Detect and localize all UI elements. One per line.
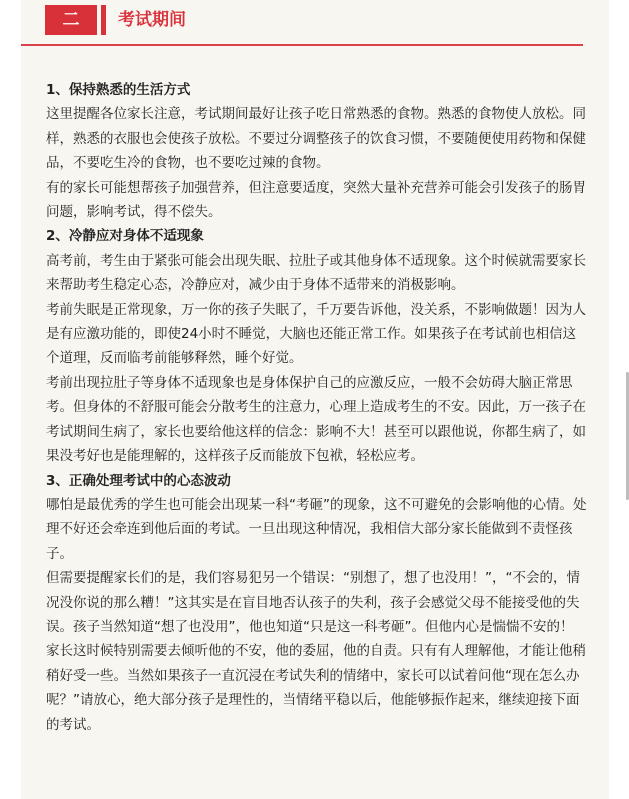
article-body [46,78,588,737]
subsection-heading: 3、正确处理考试中的心态波动 [46,472,231,489]
paragraph: 家长这时候特别需要去倾听他的不安，他的委屈，他的自责。只有有人理解他，才能让他稍稍好受一些。当然如果孩子一直沉浸在考试失利的情绪中，家长可以试着问他“现在怎么办呢？”请放心，绝大部分孩子是理性的，当情绪平稳以后，他能够振作起来，继续迎接下面的考试。 [46,643,586,733]
paragraph: 哪怕是最优秀的学生也可能会出现某一科“考砸”的现象，这不可避免的会影响他的心情。处理不好还会牵连到他后面的考试。一旦出现这种情况，我相信大部分家长能做到不责怪孩子。 [46,496,587,562]
paragraph: 高考前，考生由于紧张可能会出现失眠、拉肚子或其他身体不适现象。这个时候就需要家长来帮助考生稳定心态，冷静应对，减少由于身体不适带来的消极影响。 [46,252,586,294]
subsection-heading: 1、保持熟悉的生活方式 [46,82,191,98]
paragraph: 考前出现拉肚子等身体不适现象也是身体保护自己的应激反应，一般不会妨碍大脑正常思考。但身体的不舒服可能会分散考生的注意力，心理上造成考生的不安。因此，万一孩子在考试期间生病了，家长也要给他这样的信念：影响不大！甚至可以跟他说，你都生病了，如果没考好也是能理解的，这样孩子反而能放下包袱，轻松应考。 [46,374,586,465]
paragraph: 考前失眠是正常现象，万一你的孩子失眠了，千万要告诉他，没关系，不影响做题！因为人是有应激功能的，即使24小时不睡觉，大脑也还能正常工作。如果孩子在考试前也相信这个道理，反而临考前能够释然，睡个好觉。 [46,301,586,367]
section-number-badge: 二 [45,5,97,35]
section-title: 考试期间 [118,10,186,30]
section-header [21,0,583,46]
accent-bar [101,5,106,35]
paragraph: 这里提醒各位家长注意，考试期间最好让孩子吃日常熟悉的食物。熟悉的食物使人放松。同样，熟悉的衣服也会使孩子放松。不要过分调整孩子的饮食习惯，不要随便使用药物和保健品，不要吃生冷的食物，也不要吃过辣的食物。 [46,106,586,172]
paragraph: 有的家长可能想帮孩子加强营养，但注意要适度，突然大量补充营养可能会引发孩子的肠胃问题，影响考试，得不偿失。 [46,179,586,221]
subsection-heading: 2、冷静应对身体不适现象 [46,228,204,245]
paragraph: 但需要提醒家长们的是，我们容易犯另一个错误：“别想了，想了也没用！”，“不会的，情况没你说的那么糟！”这其实是在盲目地否认孩子的失利，孩子会感觉父母不能接受他的失误。孩子当然知道“想了也没用”，他也知道“只是这一科考砸”。但他内心是惴惴不安的！ [46,570,580,635]
